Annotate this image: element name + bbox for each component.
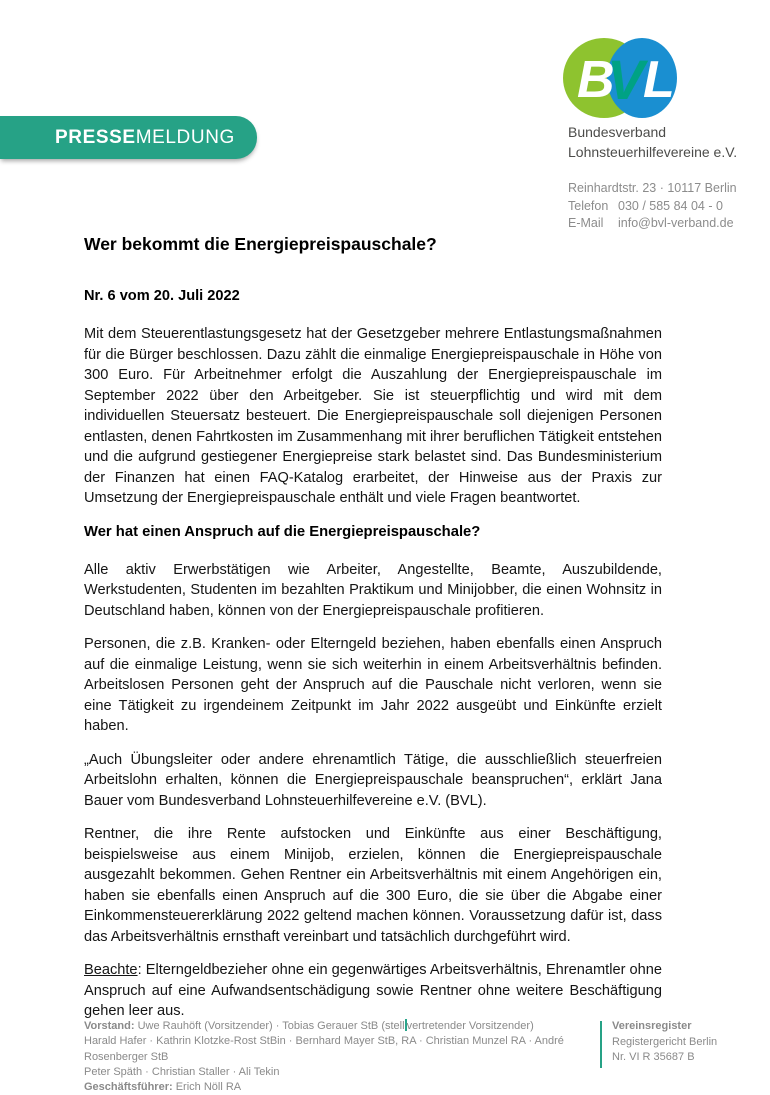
address-text: Reinhardtstr. 23 · 10117 Berlin bbox=[568, 181, 737, 195]
footer-divider bbox=[600, 1021, 602, 1068]
paragraph-quote: „Auch Übungsleiter oder andere ehrenamtlich Tätige, die ausschließlich steuerfreien Arbeitslohn erhalten, können die Energiepreispauschale beanspruchen“, erklärt Jana Bauer vom Bundesverband Lohnsteuerhilfevereine e.V. (BVL). bbox=[84, 751, 662, 809]
banner-text-regular: MELDUNG bbox=[135, 127, 235, 148]
footer-vorstand-line bbox=[84, 1019, 589, 1034]
logo-letter-v: V bbox=[607, 48, 645, 111]
address-line bbox=[568, 180, 737, 198]
email-line bbox=[568, 215, 737, 233]
banner-text-bold: PRESSE bbox=[55, 127, 136, 148]
phone-line bbox=[568, 198, 737, 216]
register-number: Nr. VI R 35687 B bbox=[612, 1051, 695, 1063]
org-line-1: Bundesverband bbox=[568, 124, 667, 140]
footer-gf-line bbox=[84, 1080, 589, 1095]
paragraph-note bbox=[84, 960, 662, 1022]
paragraph-pensioners: Rentner, die ihre Rente aufstocken und Einkünfte aus einer Beschäftigung, beispielsweise aus einem Minijob, erzielen, können die Energiepreispauschale ausgezahlt bekommen. Gehen Rentner ein Arbeitsverhältnis mit einem Angehörigen ein, haben sie ebenfalls einen Anspruch auf die 300 Euro, die sie über die Abgabe einer Einkommensteuererklärung 2022 geltend machen können. Voraussetzung dafür ist, dass das Arbeitsverhältnis ernsthaft vereinbart und tatsächlich durchgeführt wird. bbox=[84, 826, 662, 945]
email-value: info@bvl-verband.de bbox=[618, 216, 734, 230]
footer-register-block bbox=[612, 1019, 717, 1066]
note-lead-underlined: Beachte bbox=[84, 962, 138, 978]
bvl-logo bbox=[563, 38, 677, 118]
phone-value: 030 / 585 84 04 - 0 bbox=[618, 198, 723, 213]
article-title: Wer bekommt die Energiepreispauschale? bbox=[84, 234, 437, 254]
paragraph-intro: Mit dem Steuerentlastungsgesetz hat der Gesetzgeber mehrere Entlastungsmaßnahmen für die Bürger beschlossen. Dazu zählt die einmalige Energiepreispauschale in Höhe von 300 Euro. Für Arbeitnehmer erfolgt die Auszahlung der Energiepreispauschale im September 2022 über den Arbeitgeber. Sie ist steuerpflichtig und wird mit dem individuellen Steuersatz besteuert. Die Energiepreispauschale soll diejenigen Personen entlasten, denen Fahrtkosten im Zusammenhang mit ihrer beruflichen Tätigkeit entstehen und die aufgrund gestiegener Energiepreise stark belastet sind. Das Bundesministerium der Finanzen hat einen FAQ-Katalog erarbeitet, der Hinweise aus der Praxis zur Umsetzung der Energiepreispauschale enthält und viele Fragen beantwortet. bbox=[84, 326, 662, 506]
bvl-logo-graphic bbox=[563, 38, 677, 118]
vorstand-label: Vorstand: bbox=[84, 1020, 135, 1032]
contact-block bbox=[568, 180, 737, 233]
geschaeftsfuehrer-value: Erich Nöll RA bbox=[172, 1081, 242, 1094]
article-subheading: Wer hat einen Anspruch auf die Energiepreispauschale? bbox=[84, 523, 481, 540]
email-label: E-Mail bbox=[568, 216, 604, 230]
footer-board-line-2: Harald Hafer · Kathrin Klotzke-Rost StBin · Bernhard Mayer StB, RA · Christian Munzel RA · André Rosenberger StB bbox=[84, 1035, 564, 1063]
note-rest: : Elterngeldbezieher ohne ein gegenwärtiges Arbeitsverhältnis, Ehrenamtler ohne Anspruch auf eine Aufwandsentschädigung sowie Rentner ohne weitere Beschäftigung gehen leer aus. bbox=[84, 962, 662, 1019]
logo-letter-b: B bbox=[577, 51, 615, 109]
article-content bbox=[84, 233, 662, 1035]
footer-board-block bbox=[84, 1019, 589, 1095]
paragraph-eligibility: Alle aktiv Erwerbstätigen wie Arbeiter, Angestellte, Beamte, Auszubildende, Werkstudenten, Studenten im bezahlten Praktikum und Minijobber, die einen Wohnsitz in Deutschland haben, können von der Energiepreispauschale profitieren. bbox=[84, 561, 662, 619]
phone-label: Telefon bbox=[568, 198, 609, 213]
paragraph-benefits: Personen, die z.B. Kranken- oder Elterngeld beziehen, haben ebenfalls einen Anspruch auf die einmalige Leistung, wenn sie sich weiterhin in einem Arbeitsverhältnis befinden. Arbeitslosen Personen geht der Anspruch auf die Pauschale nicht verloren, wenn sie eine Tätigkeit zu irgendeinem Zeitpunkt im Jahr 2022 ausgeübt und Einkünfte erzielt haben. bbox=[84, 636, 662, 734]
footer-board-line-3: Peter Späth · Christian Staller · Ali Tekin bbox=[84, 1065, 280, 1078]
vorstand-names-after-cursor: vertretender Vorsitzender) bbox=[406, 1020, 534, 1032]
vorstand-names-before-cursor: Uwe Rauhöft (Vorsitzender) · Tobias Gerauer StB (stell bbox=[134, 1020, 405, 1032]
organisation-name bbox=[568, 122, 737, 162]
org-line-2: Lohnsteuerhilfevereine e.V. bbox=[568, 144, 738, 160]
geschaeftsfuehrer-label: Geschäftsführer: bbox=[84, 1081, 173, 1094]
article-dateline: Nr. 6 vom 20. Juli 2022 bbox=[84, 288, 240, 304]
pressemeldung-banner bbox=[0, 116, 257, 159]
logo-letter-l: L bbox=[643, 51, 675, 109]
vereinsregister-title: Vereinsregister bbox=[612, 1020, 692, 1032]
register-court: Registergericht Berlin bbox=[612, 1035, 718, 1048]
